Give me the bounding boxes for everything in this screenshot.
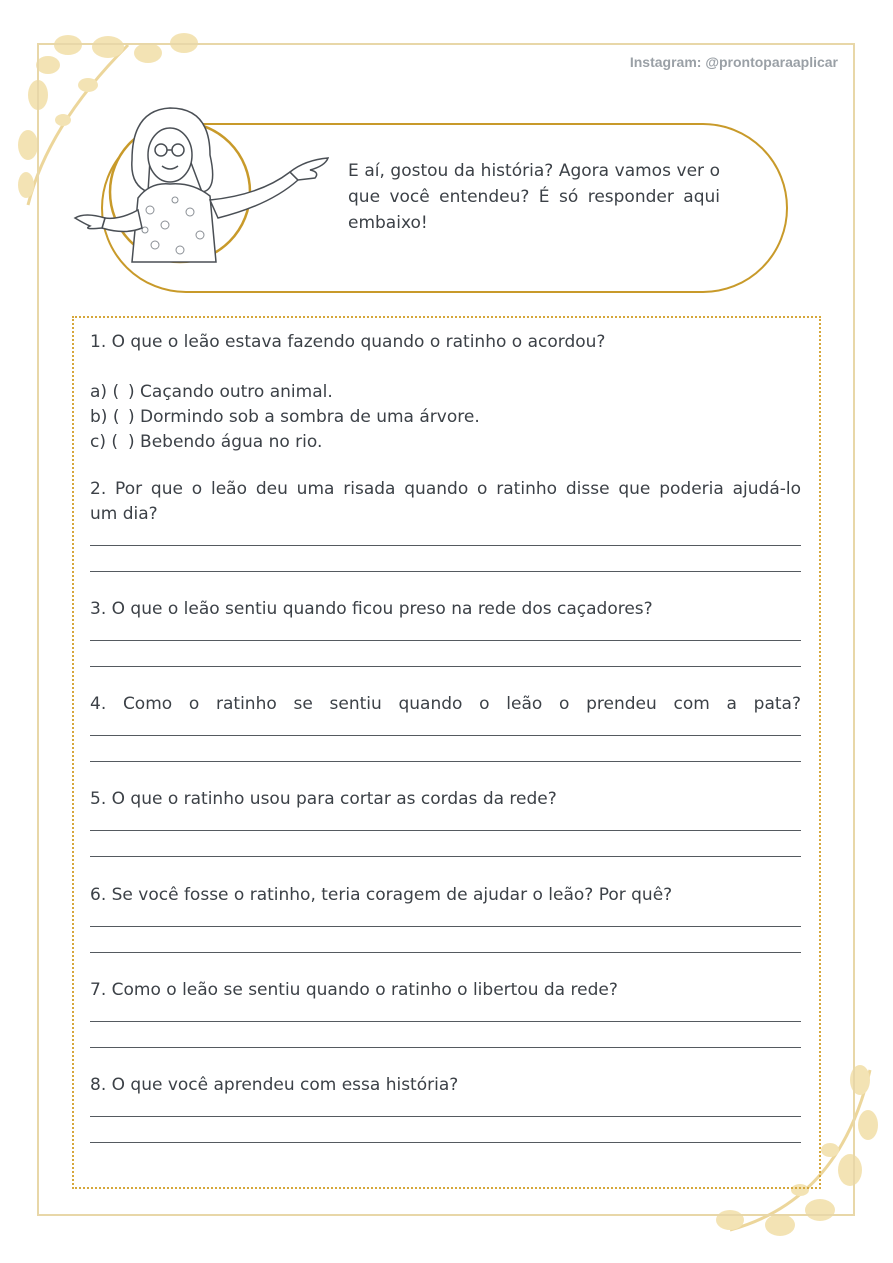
- question-5: 5. O que o ratinho usou para cortar as cordas da rede?: [90, 789, 557, 809]
- question-7: 7. Como o leão se sentiu quando o ratinho o libertou da rede?: [90, 980, 618, 1000]
- answer-line[interactable]: [90, 666, 801, 667]
- answer-line[interactable]: [90, 640, 801, 641]
- question-1: 1. O que o leão estava fazendo quando o ratinho o acordou?: [90, 332, 606, 352]
- option-b[interactable]: [90, 405, 480, 430]
- question-6: 6. Se você fosse o ratinho, teria coragem de ajudar o leão? Por quê?: [90, 885, 673, 905]
- question-3: 3. O que o leão sentiu quando ficou preso na rede dos caçadores?: [90, 599, 653, 619]
- answer-line[interactable]: [90, 926, 801, 927]
- question-4: 4. Como o ratinho se sentiu quando o leão o prendeu com a pata?: [90, 694, 801, 714]
- question-8: 8. O que você aprendeu com essa história?: [90, 1075, 459, 1095]
- option-text: ) Caçando outro animal.: [128, 382, 333, 402]
- answer-line[interactable]: [90, 761, 801, 762]
- answer-line[interactable]: [90, 1047, 801, 1048]
- bubble-text: E aí, gostou da história? Agora vamos ver o que você entendeu? É só responder aqui embaixo!: [348, 161, 720, 233]
- answer-line[interactable]: [90, 545, 801, 546]
- answer-line[interactable]: [90, 952, 801, 953]
- instagram-handle: Instagram: @prontoparaaplicar: [629, 54, 838, 70]
- option-letter: a) (: [90, 382, 120, 402]
- option-letter: b) (: [90, 407, 120, 427]
- answer-line[interactable]: [90, 1142, 801, 1143]
- answer-line[interactable]: [90, 571, 801, 572]
- answer-line[interactable]: [90, 1021, 801, 1022]
- answer-line[interactable]: [90, 1116, 801, 1117]
- answer-line[interactable]: [90, 856, 801, 857]
- question-2-line1: 2. Por que o leão deu uma risada quando o ratinho disse que poderia ajudá-lo: [90, 479, 801, 499]
- answer-line[interactable]: [90, 830, 801, 831]
- teacher-illustration: [70, 100, 340, 270]
- option-text: ) Dormindo sob a sombra de uma árvore.: [128, 407, 480, 427]
- option-a[interactable]: [90, 380, 333, 405]
- option-c[interactable]: [90, 430, 322, 455]
- option-text: ) Bebendo água no rio.: [128, 432, 323, 452]
- option-letter: c) (: [90, 432, 119, 452]
- answer-line[interactable]: [90, 735, 801, 736]
- question-2-line2: um dia?: [90, 504, 158, 524]
